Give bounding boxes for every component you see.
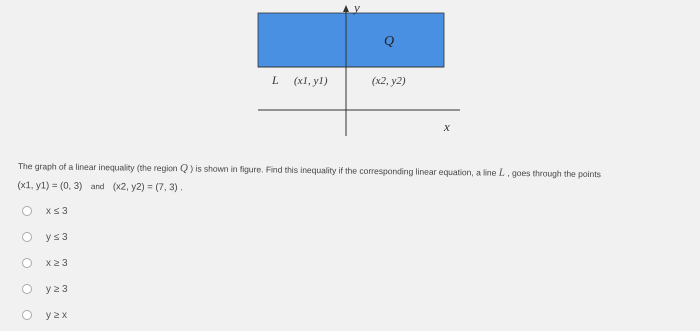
point1-text: (x1, y1) = (0, 3) [17, 179, 83, 192]
option-label: y ≥ x [46, 309, 68, 321]
question-part-3: ) is shown in figure. Find this inequality if the corresponding linear equation, a line [190, 163, 497, 178]
and-text: and [90, 182, 105, 192]
point1-label: (x1, y1) [294, 75, 328, 87]
option-y-ge-x[interactable] [22, 302, 68, 328]
radio-button[interactable] [22, 206, 32, 216]
region-q [258, 13, 444, 67]
option-label: y ≤ 3 [46, 231, 68, 243]
point2-text: (x2, y2) = (7, 3) [112, 181, 178, 194]
option-label: x ≤ 3 [46, 205, 68, 217]
radio-button[interactable] [22, 258, 32, 268]
x-axis-label: x [444, 119, 450, 134]
line-symbol: L [498, 166, 506, 179]
option-y-le-3[interactable] [22, 224, 68, 250]
option-x-le-3[interactable] [22, 198, 68, 224]
y-axis-arrow-icon [343, 5, 349, 12]
question-part-1: The graph of a linear inequality [17, 160, 135, 173]
option-label: y ≥ 3 [46, 283, 68, 295]
graph-svg [0, 0, 700, 150]
end-text: . [180, 182, 183, 194]
question-part-2: (the region [136, 162, 178, 174]
radio-button[interactable] [22, 232, 32, 242]
region-label: Q [384, 34, 395, 49]
region-symbol: Q [179, 162, 188, 175]
question-part-4: , goes through the points [507, 167, 601, 180]
line-label: L [272, 73, 279, 87]
option-x-ge-3[interactable] [22, 250, 68, 276]
radio-button[interactable] [22, 310, 32, 320]
option-y-ge-3[interactable] [22, 276, 68, 302]
answer-options [22, 198, 68, 328]
question-text [17, 156, 687, 205]
inequality-graph [0, 0, 700, 150]
radio-button[interactable] [22, 284, 32, 294]
option-label: x ≥ 3 [46, 257, 68, 269]
point2-label: (x2, y2) [372, 75, 406, 87]
y-axis-label: y [354, 0, 360, 15]
